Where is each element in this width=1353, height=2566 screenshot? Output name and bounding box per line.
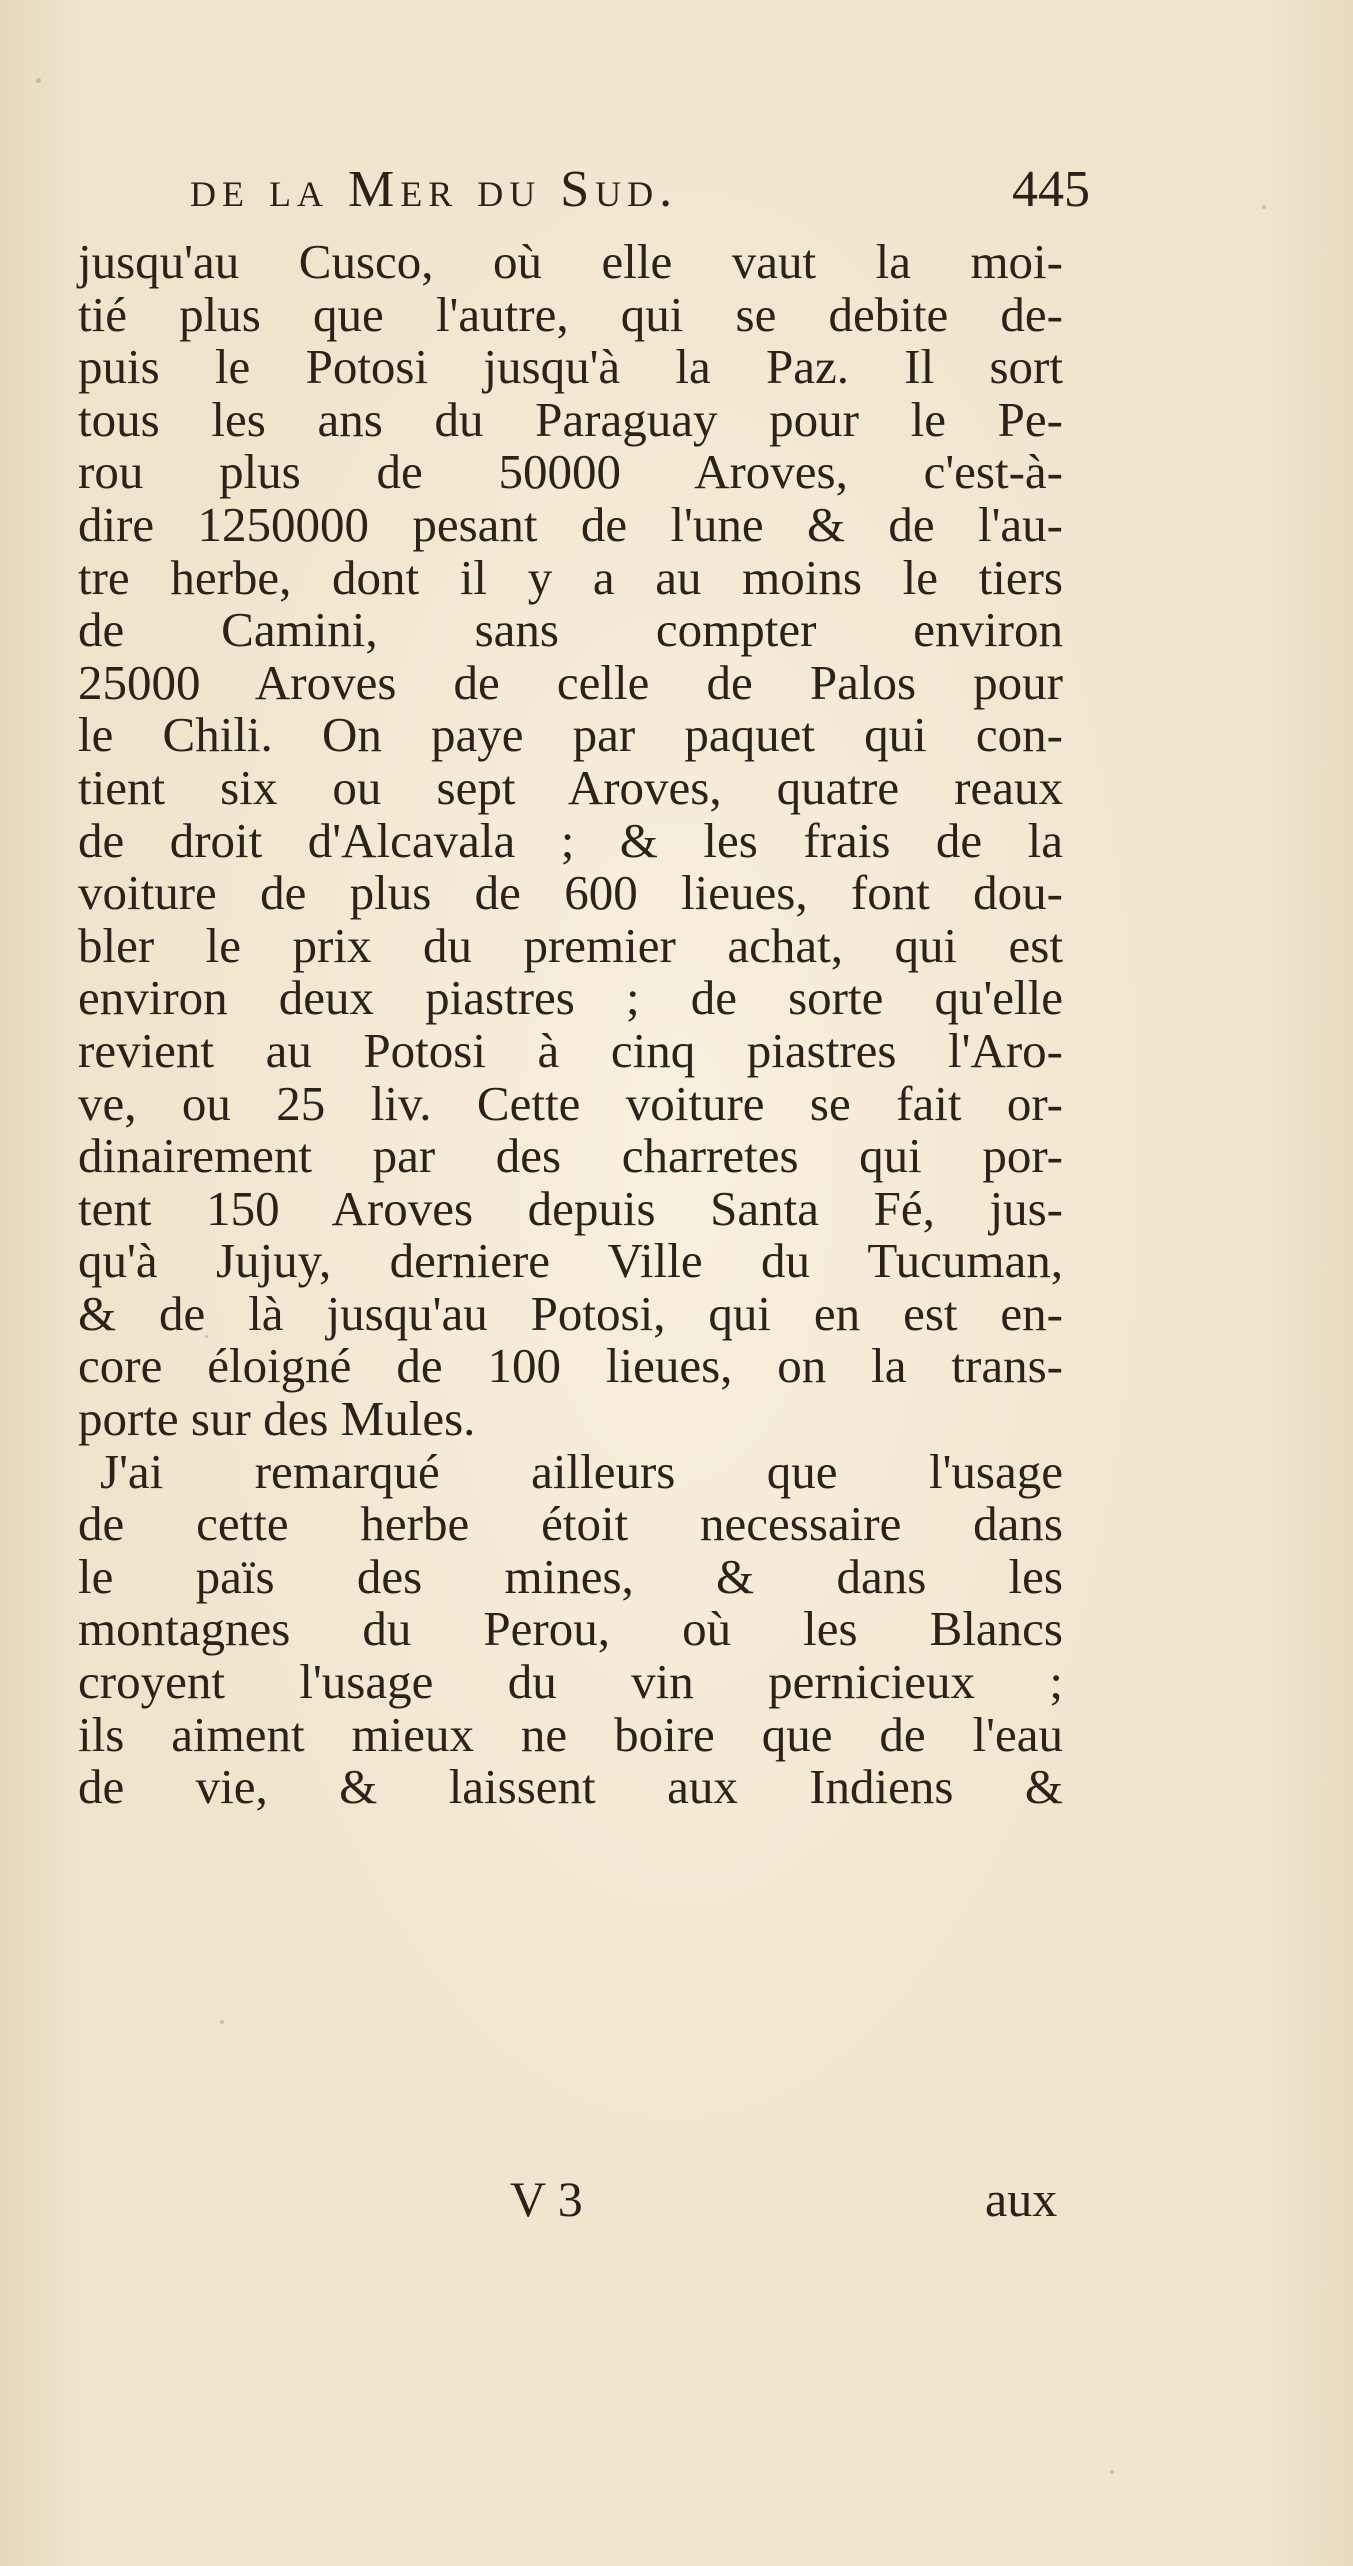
text-line: ils aiment mieux ne boire que de l'eau: [78, 1706, 1063, 1762]
text-line: de droit d'Alcavala ; & les frais de la: [78, 812, 1063, 868]
text-line: montagnes du Perou, où les Blancs: [78, 1601, 1063, 1657]
text-line: tient six ou sept Aroves, quatre reaux: [78, 759, 1063, 815]
text-line: croyent l'usage du vin pernicieux ;: [78, 1654, 1063, 1710]
text-line: dinairement par des charretes qui por-: [78, 1128, 1063, 1184]
signature-mark: V 3: [510, 2171, 583, 2227]
paper-speck: [1110, 2470, 1114, 2474]
running-title: de la Mer du Sud.: [190, 161, 679, 218]
text-line: bler le prix du premier achat, qui est: [78, 917, 1063, 973]
paper-speck: [1262, 205, 1266, 209]
text-line: tous les ans du Paraguay pour le Pe-: [78, 391, 1063, 447]
page-footer: [0, 2170, 1353, 2240]
text-line: dire 1250000 pesant de l'une & de l'au-: [78, 496, 1063, 552]
text-line: le païs des mines, & dans les: [78, 1548, 1063, 1604]
text-line: de Camini, sans compter environ: [78, 602, 1063, 658]
text-line: tié plus que l'autre, qui se debite de-: [78, 286, 1063, 342]
text-line: & de là jusqu'au Potosi, qui en est en-: [78, 1285, 1063, 1341]
page-number: 445: [1012, 161, 1090, 218]
paragraph-end-line: porte sur des Mules.: [78, 1391, 476, 1447]
text-line: ve, ou 25 liv. Cette voiture se fait or-: [78, 1075, 1063, 1131]
catchword: aux: [985, 2171, 1058, 2227]
text-line: tent 150 Aroves depuis Santa Fé, jus-: [78, 1180, 1063, 1236]
text-line: de vie, & laissent aux Indiens &: [78, 1759, 1063, 1815]
text-line: revient au Potosi à cinq piastres l'Aro-: [78, 1022, 1063, 1078]
text-line: le Chili. On paye par paquet qui con-: [78, 707, 1063, 763]
text-line: tre herbe, dont il y a au moins le tiers: [78, 549, 1063, 605]
text-line: environ deux piastres ; de sorte qu'elle: [78, 970, 1063, 1026]
body-text: [78, 236, 1063, 1814]
text-line: core éloigné de 100 lieues, on la trans-: [78, 1338, 1063, 1394]
text-line: rou plus de 50000 Aroves, c'est-à-: [78, 444, 1063, 500]
paper-speck: [220, 2020, 224, 2024]
text-line: voiture de plus de 600 lieues, font dou-: [78, 865, 1063, 921]
paper-speck: [36, 78, 41, 83]
text-line: 25000 Aroves de celle de Palos pour: [78, 654, 1063, 710]
text-line: de cette herbe étoit necessaire dans: [78, 1496, 1063, 1552]
text-line: puis le Potosi jusqu'à la Paz. Il sort: [78, 339, 1063, 395]
text-line: jusqu'au Cusco, où elle vaut la moi-: [78, 234, 1063, 289]
paragraph-start-line: J'ai remarqué ailleurs que l'usage: [100, 1443, 1063, 1499]
text-line: qu'à Jujuy, derniere Ville du Tucuman,: [78, 1233, 1063, 1289]
running-header: [190, 160, 1090, 230]
